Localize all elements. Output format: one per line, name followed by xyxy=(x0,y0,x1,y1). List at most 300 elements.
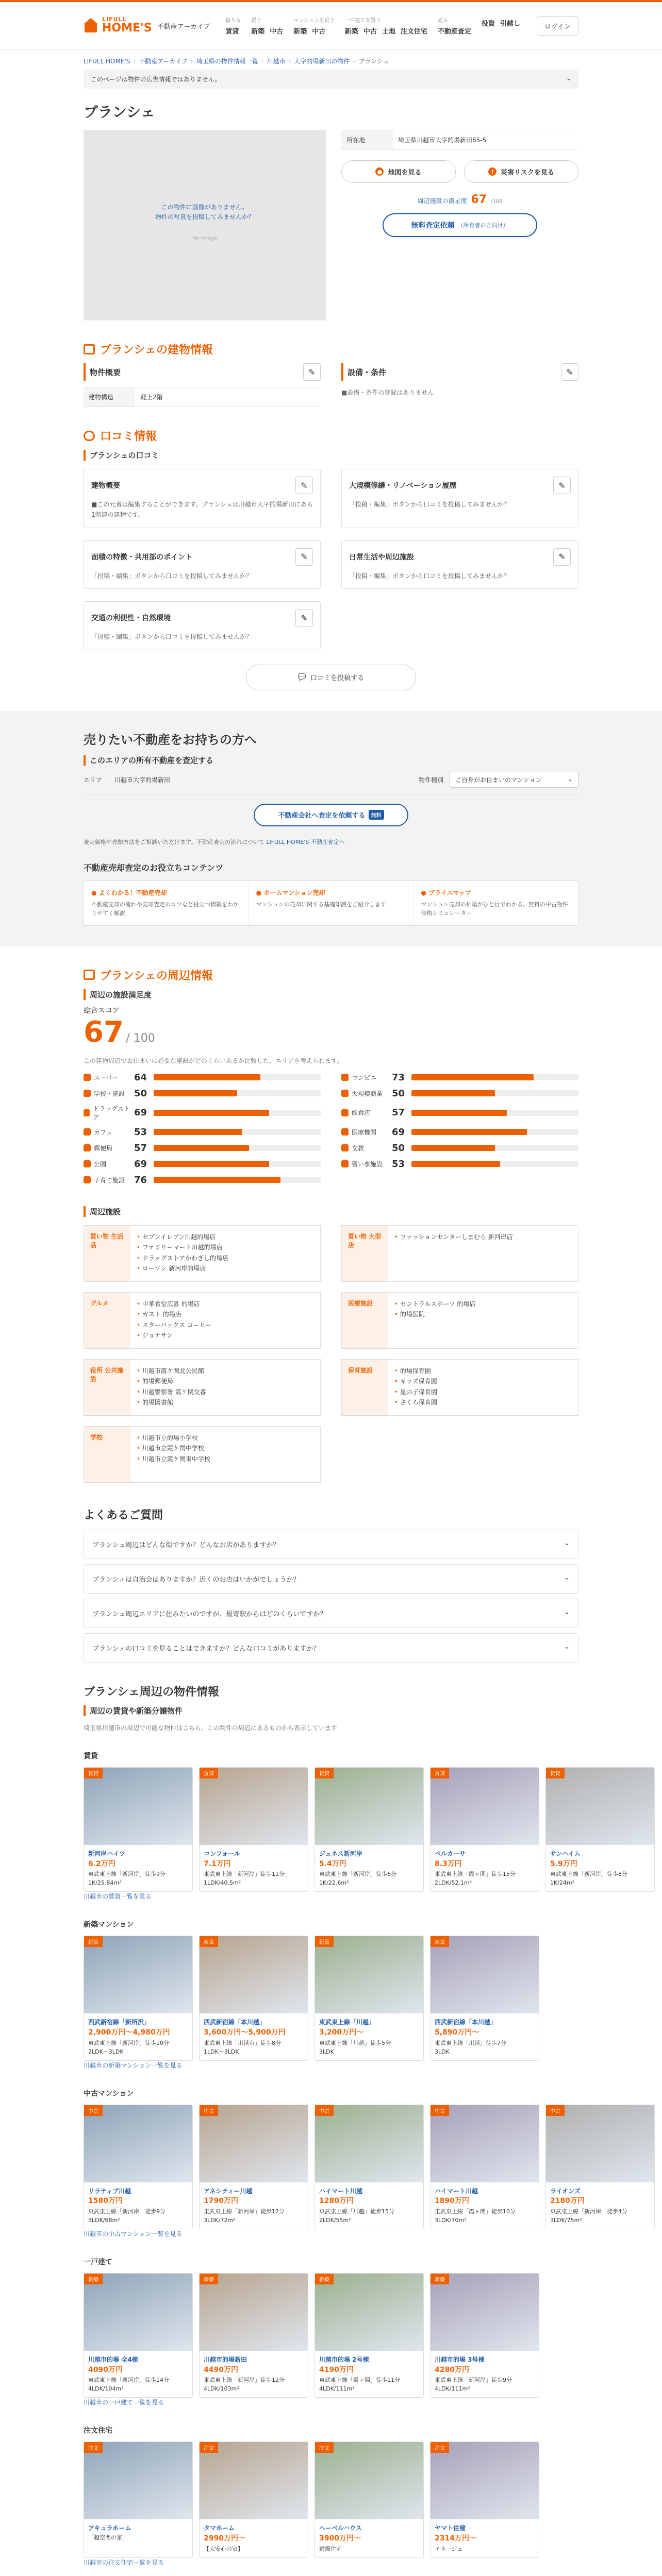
nav-group-label: 一戸建てを買う xyxy=(344,18,381,24)
score-bar-value: 73 xyxy=(392,1072,405,1083)
property-card-body xyxy=(200,1845,308,1891)
nav-group-label: 借りる xyxy=(225,18,241,24)
facility-category: 買い物 生活品 xyxy=(84,1226,130,1281)
property-card-body xyxy=(431,2013,539,2060)
breadcrumb-item: ブランシェ xyxy=(358,58,389,65)
property-tag: 新築 xyxy=(431,1936,449,1947)
notice-text: このページは物件の広告情報ではありません。 xyxy=(91,76,221,83)
property-sub: 3LDK xyxy=(435,2048,450,2055)
score-bar-track xyxy=(154,1129,321,1135)
property-card[interactable] xyxy=(545,2105,655,2229)
property-card[interactable] xyxy=(199,2105,308,2229)
edit-pencil-icon[interactable]: ✎ xyxy=(561,363,578,381)
property-price: 2314万円〜 xyxy=(435,2534,476,2543)
free-assessment-button[interactable] xyxy=(383,213,537,237)
facility-item: • 川越市立霞ケ関中学校 xyxy=(137,1443,210,1453)
no-image-text: No Image xyxy=(192,235,218,241)
review-card-header xyxy=(91,609,313,626)
photo-post-link[interactable] xyxy=(155,202,254,222)
property-card-body xyxy=(315,2182,423,2229)
nav-link[interactable]: 新築 xyxy=(344,28,358,36)
nav-link[interactable]: 土地 xyxy=(382,28,395,36)
sell-note xyxy=(84,838,578,846)
facilities-subheading xyxy=(84,1206,578,1217)
breadcrumb-item[interactable]: 不動産アーカイブ xyxy=(139,58,188,65)
category-heading: 賃貸 xyxy=(84,1752,98,1760)
property-desc: 東武東上線「新河岸」徒歩9分 xyxy=(435,2377,512,2384)
property-tag: 新築 xyxy=(315,1936,334,1947)
nav-group-items xyxy=(438,26,471,36)
category-icon xyxy=(84,1176,91,1183)
score-bar-category: 郵便局 xyxy=(94,1144,113,1152)
sell-note-link[interactable]: LIFULL HOME'S 不動産査定へ xyxy=(266,838,345,845)
nav-group xyxy=(438,16,471,36)
breadcrumb-item[interactable]: 埼玉県の物件情報一覧 xyxy=(196,58,258,65)
facility-item: • ガスト 的場店 xyxy=(137,1309,212,1319)
facility-list xyxy=(130,1360,212,1415)
score-bar-value: 53 xyxy=(392,1158,405,1170)
property-card-body xyxy=(315,2519,423,2557)
category-icon xyxy=(341,1109,349,1116)
property-desc: 東武東上線「新河岸」徒歩12分 xyxy=(204,2208,285,2215)
property-tag: 賃貸 xyxy=(200,1768,218,1778)
chevron-down-icon: ⌄ xyxy=(564,1608,570,1616)
review-card-body: 「投稿・編集」ボタンから口コミを投稿してみませんか？ xyxy=(349,572,510,580)
score-bar xyxy=(84,1143,321,1154)
site-logo[interactable] xyxy=(84,16,152,35)
property-card[interactable] xyxy=(315,2442,424,2557)
property-price: 4280万円 xyxy=(435,2365,469,2374)
score-bar-label xyxy=(84,1144,130,1153)
score-bar xyxy=(341,1104,578,1122)
facility-group xyxy=(84,1359,321,1416)
review-card-title: 面積の特徴・共用部のポイント xyxy=(91,553,192,562)
facility-category: 学校 xyxy=(84,1427,130,1482)
review-card-header xyxy=(91,477,313,494)
property-tag: 新築 xyxy=(315,2274,334,2284)
nav-group-label: 売る xyxy=(437,18,448,24)
disaster-risk-button[interactable] xyxy=(464,160,578,183)
property-tag: 注文 xyxy=(84,2442,103,2453)
score-bar-value: 50 xyxy=(392,1142,405,1154)
property-image xyxy=(200,1936,308,2013)
property-card[interactable] xyxy=(430,1936,539,2060)
facility-group xyxy=(341,1225,578,1282)
score-bar-label xyxy=(341,1073,388,1082)
faq-item[interactable] xyxy=(84,1633,578,1663)
facility-item: • ローソン 新河岸的場店 xyxy=(137,1263,228,1274)
photo-message: この物件に画像がありません。 xyxy=(161,203,249,211)
property-card-body xyxy=(200,2013,308,2060)
warning-icon: ! xyxy=(488,167,496,176)
review-card-title: 建物概要 xyxy=(91,482,120,490)
score-bar-label xyxy=(341,1108,388,1117)
category-heading: 新築マンション xyxy=(84,1921,134,1929)
review-card-header xyxy=(91,548,313,566)
assess-label: 無料査定依頼 xyxy=(411,222,455,230)
breadcrumb-separator: › xyxy=(353,58,356,65)
property-tag: 賃貸 xyxy=(431,1768,449,1778)
score-bar xyxy=(341,1072,578,1083)
content-card[interactable] xyxy=(413,881,578,925)
property-image xyxy=(431,2274,539,2351)
score-bar-fill xyxy=(411,1129,527,1135)
facility-category: グルメ xyxy=(84,1293,130,1348)
view-more-link[interactable]: 川越市の中古マンション一覧を見る xyxy=(84,2230,183,2238)
score-bar-category: 大規模商業 xyxy=(352,1090,383,1097)
facility-list xyxy=(130,1427,217,1482)
property-image xyxy=(315,1936,423,2013)
content-card[interactable] xyxy=(84,881,249,925)
facility-category: 保育施設 xyxy=(342,1360,388,1415)
review-card xyxy=(341,540,578,589)
faq-list xyxy=(84,1530,578,1663)
property-sub: 2LDK〜3LDK xyxy=(88,2048,124,2055)
score-bar-track xyxy=(411,1110,578,1116)
content-card[interactable] xyxy=(249,881,414,925)
edit-pencil-icon[interactable]: ✎ xyxy=(295,477,313,494)
nav-group xyxy=(225,16,241,36)
property-image xyxy=(84,2274,192,2351)
score-bar-track xyxy=(411,1161,578,1167)
property-image xyxy=(431,2105,539,2182)
content-card-title: ● プライスマップ xyxy=(421,889,471,896)
nav-group-items xyxy=(293,26,335,36)
category-icon xyxy=(84,1144,91,1151)
building-heading-text: ブランシェの建物情報 xyxy=(100,344,213,357)
facility-group xyxy=(84,1292,321,1349)
property-price: 6.2万円 xyxy=(88,1859,115,1868)
score-label: 周辺施設の満足度 xyxy=(417,197,467,205)
property-image xyxy=(84,2442,192,2519)
property-sub: 2LDK/52.1m² xyxy=(435,1879,472,1887)
map-pin-icon: ● xyxy=(375,167,384,176)
view-map-label: 地図を見る xyxy=(388,168,422,177)
score-bar-category: 子育て施設 xyxy=(94,1176,125,1184)
property-image xyxy=(84,1768,192,1845)
property-name: 川越市的場新田 xyxy=(204,2356,247,2364)
property-card[interactable] xyxy=(84,2105,193,2229)
property-tag: 中古 xyxy=(546,2105,565,2116)
score-bar-fill xyxy=(411,1145,495,1151)
property-tag: 中古 xyxy=(200,2105,218,2116)
edit-pencil-icon[interactable]: ✎ xyxy=(295,548,313,566)
property-image xyxy=(200,2442,308,2519)
property-price: 3,600万円〜5,900万円 xyxy=(204,2028,286,2037)
nearby-heading xyxy=(84,1683,578,1699)
nav-link[interactable]: 注文住宅 xyxy=(400,28,427,36)
review-card-body: 「投稿・編集」ボタンから口コミを投稿してみませんか？ xyxy=(349,501,510,508)
property-sub: 4LDK/111m² xyxy=(435,2385,470,2393)
logo-main-text: HOME'S xyxy=(102,22,152,35)
property-sub: 2LDK/55m² xyxy=(319,2217,351,2224)
property-price: 1280万円 xyxy=(319,2197,354,2206)
nav-link[interactable]: 投資 xyxy=(481,20,495,28)
score-value: 67 xyxy=(471,193,487,206)
edit-pencil-icon[interactable]: ✎ xyxy=(553,548,571,566)
score-bar-fill xyxy=(411,1161,500,1167)
property-sub: 1K/25.84m² xyxy=(88,1879,122,1887)
property-name: ベルカーサ xyxy=(435,1850,466,1857)
property-info xyxy=(341,130,578,320)
property-price: 2990万円〜 xyxy=(204,2534,245,2543)
review-card xyxy=(84,469,321,528)
structure-row xyxy=(84,387,321,407)
sell-section xyxy=(0,711,662,946)
score-bar-fill xyxy=(411,1074,534,1080)
property-tag: 中古 xyxy=(84,2105,103,2116)
property-card[interactable] xyxy=(84,1767,193,1892)
nav-group-label: マンションを買う xyxy=(293,18,335,24)
property-sub: 3LDK/68m² xyxy=(88,2217,120,2224)
chevron-down-icon: ⌄ xyxy=(564,1573,570,1582)
faq-question: ブランシェ周辺エリアに住みたいのですが、最寄駅からはどのくらいですか？ xyxy=(92,1610,327,1618)
score-bar-value: 57 xyxy=(392,1107,405,1118)
view-more-link[interactable]: 川越市の賃貸一覧を見る xyxy=(84,1893,152,1901)
property-card[interactable] xyxy=(84,2273,193,2398)
property-image xyxy=(431,2442,539,2519)
faq-item[interactable] xyxy=(84,1530,578,1559)
facility-item: • 川越市霞ケ関北公民館 xyxy=(137,1366,206,1376)
property-tag: 中古 xyxy=(315,2105,334,2116)
property-card[interactable] xyxy=(199,2273,308,2398)
faq-item[interactable] xyxy=(84,1564,578,1594)
property-card[interactable] xyxy=(430,2273,539,2398)
score-bar-category: 文教 xyxy=(352,1144,365,1152)
score-bar-label xyxy=(84,1128,130,1137)
score-bar-category: 学校・施設 xyxy=(94,1090,125,1097)
property-card-body xyxy=(431,1845,539,1891)
view-more-link[interactable]: 川越市の新築マンション一覧を見る xyxy=(84,2061,183,2069)
property-sub: 3LDK/70m² xyxy=(435,2217,467,2224)
category-icon xyxy=(341,1144,349,1151)
property-card[interactable] xyxy=(199,1767,308,1892)
property-sub: 1LDK〜3LDK xyxy=(204,2048,239,2055)
facility-category: 買い物 大型店 xyxy=(342,1226,388,1281)
chat-bubble-icon xyxy=(84,431,95,441)
property-card[interactable] xyxy=(199,1936,308,2060)
property-card-body xyxy=(84,2013,192,2060)
facility-item: • セブンイレブン川越的場店 xyxy=(137,1232,228,1242)
facility-item: • ドラッグストアかわぎし的場店 xyxy=(137,1253,228,1263)
nav-link[interactable]: 新築 xyxy=(251,28,265,36)
property-card[interactable] xyxy=(545,1767,655,1892)
property-price: 3900万円〜 xyxy=(319,2534,361,2543)
view-map-button[interactable] xyxy=(341,160,456,183)
breadcrumb-separator: › xyxy=(288,58,291,65)
property-name: コンフォール xyxy=(204,1850,241,1857)
chevron-down-icon: ⌄ xyxy=(564,1642,570,1651)
property-card[interactable] xyxy=(84,1936,193,2060)
content-card-desc: マンション売却の相場がひと目でわかる。無料の中古物件価格シミュレーター xyxy=(421,901,568,917)
property-card[interactable] xyxy=(315,1767,424,1892)
notice-banner[interactable] xyxy=(84,70,578,89)
reviews-sub-label: ブランシェの口コミ xyxy=(90,451,159,460)
property-card-row xyxy=(84,1767,627,1892)
chat-bubble-icon: 💬 xyxy=(297,673,307,682)
property-desc: 東武東上線「新河岸」徒歩9分 xyxy=(88,1871,166,1878)
property-sub: 1K/24m² xyxy=(550,1879,575,1887)
category-icon xyxy=(341,1090,349,1097)
breadcrumb-item[interactable]: LIFULL HOME'S xyxy=(84,58,130,65)
property-desc: 東武東上線「新河岸」徒歩4分 xyxy=(550,2208,627,2215)
property-card-row xyxy=(84,2442,578,2557)
nav-group xyxy=(482,16,520,36)
score-bar-category: カフェ xyxy=(94,1128,112,1136)
sell-note-text: 査定価格や売却方法をご相談いただけます。不動産査定の流れについて xyxy=(84,838,264,845)
score-bar-value: 69 xyxy=(392,1126,405,1138)
total-score xyxy=(84,1005,578,1049)
score-bar-value: 69 xyxy=(134,1158,147,1170)
score-bar-label xyxy=(84,1089,130,1098)
property-desc: エネージュ xyxy=(435,2545,463,2552)
post-review-button[interactable] xyxy=(246,665,416,690)
env-heading xyxy=(84,967,578,983)
category-heading: 注文住宅 xyxy=(84,2427,112,2435)
view-more-link[interactable]: 川越市の一戸建て一覧を見る xyxy=(84,2399,164,2406)
score-bar-track xyxy=(154,1161,321,1167)
property-card[interactable] xyxy=(315,1936,424,2060)
type-value: ご自身がお住まいのマンション xyxy=(455,776,542,784)
property-name: 川越市的場 3号棟 xyxy=(435,2356,485,2364)
equipment-note: ■設備・条件の登録はありません xyxy=(341,389,434,396)
sell-heading: 売りたい不動産をお持ちの方へ xyxy=(84,732,257,747)
score-bar-category: 飲食店 xyxy=(352,1109,371,1117)
facility-item: • さくら保育園 xyxy=(394,1397,437,1408)
nav-link[interactable]: 不動産査定 xyxy=(437,28,471,36)
edit-pencil-icon[interactable]: ✎ xyxy=(303,363,321,381)
score-bar xyxy=(84,1072,321,1083)
property-card[interactable] xyxy=(315,2273,424,2398)
archive-label: 不動産アーカイブ xyxy=(157,23,210,31)
property-card[interactable] xyxy=(315,2105,424,2229)
property-tag: 新築 xyxy=(431,2274,449,2284)
property-price: 1790万円 xyxy=(204,2197,238,2206)
nav-link[interactable]: 中古 xyxy=(312,28,326,36)
property-card[interactable] xyxy=(199,2442,308,2557)
property-desc: 【大安心の家】 xyxy=(204,2545,243,2552)
faq-item[interactable] xyxy=(84,1599,578,1628)
property-sub: 4LDK/103m² xyxy=(204,2385,239,2393)
nav-link[interactable]: 中古 xyxy=(270,28,284,36)
facility-item: • 川越市立霞ケ関東中学校 xyxy=(137,1454,210,1464)
nav-group xyxy=(251,16,283,36)
overview-label: 物件概要 xyxy=(90,367,121,377)
score-bar-category: コンビニ xyxy=(352,1074,377,1081)
property-card[interactable] xyxy=(430,2105,539,2229)
score-bar-value: 50 xyxy=(134,1088,147,1099)
breadcrumb-item[interactable]: 大字的場新田の物件 xyxy=(294,58,350,65)
property-card-body xyxy=(315,2351,423,2397)
property-price: 3,200万円〜 xyxy=(319,2028,364,2037)
nav-group xyxy=(293,16,335,36)
login-button[interactable]: ログイン xyxy=(537,16,578,36)
nav-link[interactable]: 中古 xyxy=(363,28,377,36)
property-card-row xyxy=(84,2273,578,2398)
property-photo xyxy=(84,130,326,320)
property-price: 2,900万円〜4,980万円 xyxy=(88,2028,170,2037)
category-icon xyxy=(84,1160,91,1167)
breadcrumb-separator: › xyxy=(133,58,136,65)
sell-sub-label: このエリアの所有不動産を査定する xyxy=(90,755,214,765)
area-key: エリア xyxy=(84,776,103,784)
building-icon xyxy=(84,344,95,354)
facility-item: • 的場郵便局 xyxy=(137,1376,206,1386)
property-name: タマホーム xyxy=(204,2524,235,2532)
property-name: 西武新宿線「新所沢」 xyxy=(88,2019,151,2026)
building-icon xyxy=(84,970,95,980)
property-card-body xyxy=(431,2519,539,2557)
property-card-body xyxy=(546,2182,654,2229)
contents-heading: 不動産売却査定のお役立ちコンテンツ xyxy=(84,862,224,873)
property-card-body xyxy=(200,2519,308,2557)
nav-link[interactable]: 新築 xyxy=(293,28,307,36)
breadcrumb-separator: › xyxy=(261,58,264,65)
property-card[interactable] xyxy=(430,2442,539,2557)
edit-pencil-icon[interactable]: ✎ xyxy=(295,609,313,626)
review-card-title: 交通の利便性・自然環境 xyxy=(91,614,171,623)
nav-link[interactable]: 引越し xyxy=(500,20,520,28)
score-bar xyxy=(341,1088,578,1099)
post-review-label: 口コミを投稿する xyxy=(310,674,365,683)
view-more-link[interactable]: 川越市の注文住宅一覧を見る xyxy=(84,2558,164,2566)
structure-key: 建物構造 xyxy=(84,387,135,406)
equipment-subheading xyxy=(341,363,578,381)
property-card-body xyxy=(84,1845,192,1891)
score-summary[interactable] xyxy=(341,193,578,206)
property-tag: 賃貸 xyxy=(84,1768,103,1778)
score-bar-label xyxy=(341,1089,388,1098)
review-card xyxy=(84,540,321,589)
property-card-row xyxy=(84,2105,627,2229)
building-info-heading xyxy=(84,341,578,357)
score-bar xyxy=(84,1088,321,1099)
property-image xyxy=(84,1936,192,2013)
assess-sub: （所有者の方向け） xyxy=(457,222,509,229)
content-card-title: ● ホームマンション売却 xyxy=(256,889,325,896)
property-image xyxy=(315,1768,423,1845)
property-card[interactable] xyxy=(430,1767,539,1892)
faq-heading: よくあるご質問 xyxy=(84,1509,163,1522)
nearby-note: 埼玉県川越市の周辺で可能な物件はこちら。この物件の周辺にあるものから表示しています xyxy=(84,1724,338,1732)
request-assessment-button[interactable] xyxy=(254,804,408,826)
property-card[interactable] xyxy=(84,2442,193,2557)
facilities-label: 周辺施設 xyxy=(90,1207,121,1216)
property-desc: 東武東上線「新河岸」徒歩14分 xyxy=(88,2377,169,2384)
score-bar-fill xyxy=(154,1177,280,1183)
property-name: 西武新宿線「本川越」 xyxy=(204,2019,266,2026)
photo-message-2: 物件の写真を投稿してみませんか？ xyxy=(155,213,254,221)
facility-list xyxy=(130,1226,235,1281)
property-card-body xyxy=(84,2351,192,2397)
property-type-select[interactable] xyxy=(450,772,578,788)
score-bar-value: 69 xyxy=(134,1107,147,1118)
nav-group-items xyxy=(482,18,520,28)
breadcrumb-item[interactable]: 川越市 xyxy=(267,58,286,65)
property-tag: 賃貸 xyxy=(315,1768,334,1778)
facility-item: • 的場保育園 xyxy=(394,1366,437,1376)
property-desc: 東武東上線「霞ヶ関」徒歩11分 xyxy=(319,2377,400,2384)
edit-pencil-icon[interactable]: ✎ xyxy=(553,477,571,494)
score-bar-label xyxy=(341,1160,388,1168)
review-card xyxy=(84,601,321,650)
property-sub: 4LDK/104m² xyxy=(88,2385,124,2393)
overview-subheading xyxy=(84,363,321,381)
property-desc: 東武東上線「新河岸」徒歩10分 xyxy=(88,2039,169,2046)
nav-link[interactable]: 賃貸 xyxy=(225,28,239,36)
property-name: 西武新宿線「本川越」 xyxy=(435,2019,497,2026)
property-name: 川越市的場 2号棟 xyxy=(319,2356,369,2364)
